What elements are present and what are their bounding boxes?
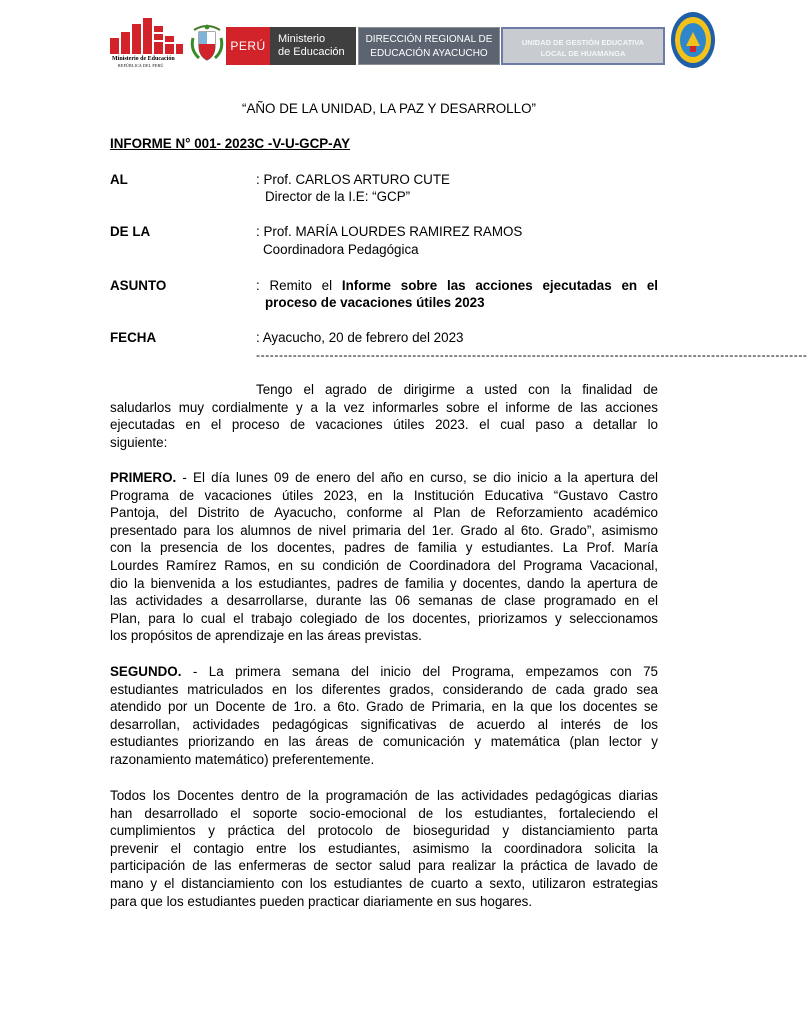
todos-line: mano y el distanciamiento con los estudiantes de cuarto a sexto, utilizaron estrategias [110, 875, 658, 891]
direccion-regional-label [358, 27, 500, 65]
todos-line: prevenir el contagio entre los estudiantes, asimismo la coordinadora solicita la [110, 840, 658, 856]
segundo-line: estudiantes matriculados en los diferentes grados, considerando de cada grado sea [110, 681, 658, 697]
asunto-subject-line2: proceso de vacaciones útiles 2023 [265, 295, 485, 310]
todos-paragraph [110, 787, 658, 910]
minedu-logo-subtext: REPÚBLICA DEL PERÚ [118, 63, 164, 68]
segundo-paragraph [110, 663, 658, 769]
field-value-al-role: Director de la I.E: “GCP” [265, 189, 411, 204]
primero-line: los propósitos de aprendizaje en las áreas previstas. [110, 628, 422, 644]
todos-line: participación de las enfermeras de sector salud para realizar la práctica de lavado de [110, 858, 658, 874]
todos-line: cumplimientos y práctica del protocolo de bioseguridad y distanciamiento parta [110, 823, 658, 839]
primero-line: las actividades a desarrollarse, durante las 06 semanas de clase programado en el [110, 593, 658, 609]
todos-line: para que los estudiantes pueden practicar diariamente en sus hogares. [110, 893, 533, 909]
intro-line: saludarlos muy cordialmente y a la vez informarles sobre el informe de las acciones [110, 399, 658, 415]
ministerio-label-line2: de Educación [278, 46, 345, 58]
ministerio-label [270, 27, 356, 65]
field-label-al: AL [110, 172, 128, 187]
letterhead [108, 14, 720, 74]
primero-line: Plan, para lo cual el trabajo colegiado de los docentes, priorizamos y seleccionamos [110, 610, 658, 626]
intro-paragraph [110, 381, 658, 451]
ugel-label [501, 27, 665, 65]
primero-line: Pantoja, del Distrito de Ayacucho, conforme al Plan de Reforzamiento académico [110, 505, 658, 521]
todos-line: Todos los Docentes dentro de la programación de las actividades pedagógicas diarias [110, 788, 658, 803]
peru-label: PERÚ [226, 27, 270, 65]
direccion-label-line2: EDUCACIÓN AYACUCHO [370, 48, 488, 59]
primero-line: - El día lunes 09 de enero del año en curso, se dio inicio a la apertura del [176, 470, 658, 485]
segundo-line: atendido por un Docente de 1ro. a 6to. Grado de Primaria, en la que los docentes se [110, 699, 658, 715]
ugel-label-line2: LOCAL DE HUAMANGA [540, 49, 626, 58]
segundo-line: estudiantes priorizando en las áreas de comunicación y matemática (plan lector y [110, 734, 658, 750]
ministerio-label-line1: Ministerio [278, 33, 326, 45]
segundo-line: desarrollan, actividades pedagógicas significativas de acuerdo al interés de los [110, 716, 658, 732]
direccion-label-line1: DIRECCIÓN REGIONAL DE [365, 34, 493, 45]
primero-line: presentado para los alumnos de nivel primaria del 1er. Grado al 6to. Grado”, asimismo [110, 522, 658, 538]
primero-line: Lourdes Ramírez Ramos, en su condición de Coordinadora del Programa Vacacional, [110, 557, 658, 573]
report-title: INFORME N° 001- 2023C -V-U-GCP-AY [110, 136, 350, 151]
ugel-label-line1: UNIDAD DE GESTIÓN EDUCATIVA [521, 38, 645, 47]
field-label-fecha: FECHA [110, 330, 157, 345]
primero-label: PRIMERO. [110, 470, 177, 485]
field-value-asunto [256, 277, 658, 295]
peru-coat-of-arms-icon [190, 24, 224, 64]
field-label-de-la: DE LA [110, 224, 151, 239]
todos-line: han desarrollado el soporte socio-emocional de los estudiantes, fortaleciendo el [110, 805, 658, 821]
minedu-logo-icon [108, 18, 184, 70]
year-motto: “AÑO DE LA UNIDAD, LA PAZ Y DESARROLLO” [242, 101, 536, 116]
primero-paragraph [110, 469, 658, 645]
minedu-logo-text: Ministerio de Educación [112, 56, 175, 62]
field-label-asunto: ASUNTO [110, 278, 167, 293]
field-value-de-la-role: Coordinadora Pedagógica [263, 242, 419, 257]
field-value-al: : Prof. CARLOS ARTURO CUTE [256, 172, 450, 187]
intro-line: Tengo el agrado de dirigirme a usted con la finalidad de [256, 382, 658, 397]
primero-first-line [110, 469, 658, 487]
segundo-line: razonamiento matemático) preferentemente. [110, 751, 375, 767]
separator-line: ------------------------------------------------------------------------------------------------------------------------ [256, 348, 808, 362]
field-value-fecha: : Ayacucho, 20 de febrero del 2023 [256, 330, 464, 345]
segundo-first-line [110, 663, 658, 681]
dre-ayacucho-seal-icon [670, 10, 716, 70]
primero-line: dio la bienvenida a los estudiantes, padres de familia y docentes, dando la apertura de [110, 575, 658, 591]
asunto-subject: Informe sobre las acciones ejecutadas en el [341, 278, 659, 293]
asunto-prefix: : Remito el [256, 278, 342, 293]
intro-line: siguiente: [110, 434, 168, 450]
primero-line: Programa de vacaciones útiles 2023, en la Institución Educativa “Gustavo Castro [110, 487, 658, 503]
segundo-label: SEGUNDO. [110, 664, 182, 679]
primero-line: con la presencia de los docentes, padres de familia y estudiantes. La Prof. María [110, 540, 658, 556]
segundo-line: - La primera semana del inicio del Programa, empezamos con 75 [181, 664, 658, 679]
intro-line: ejecutadas en el proceso de vacaciones útiles 2023. el cual paso a detallar lo [110, 417, 658, 433]
field-value-de-la: : Prof. MARÍA LOURDES RAMIREZ RAMOS [256, 224, 523, 239]
